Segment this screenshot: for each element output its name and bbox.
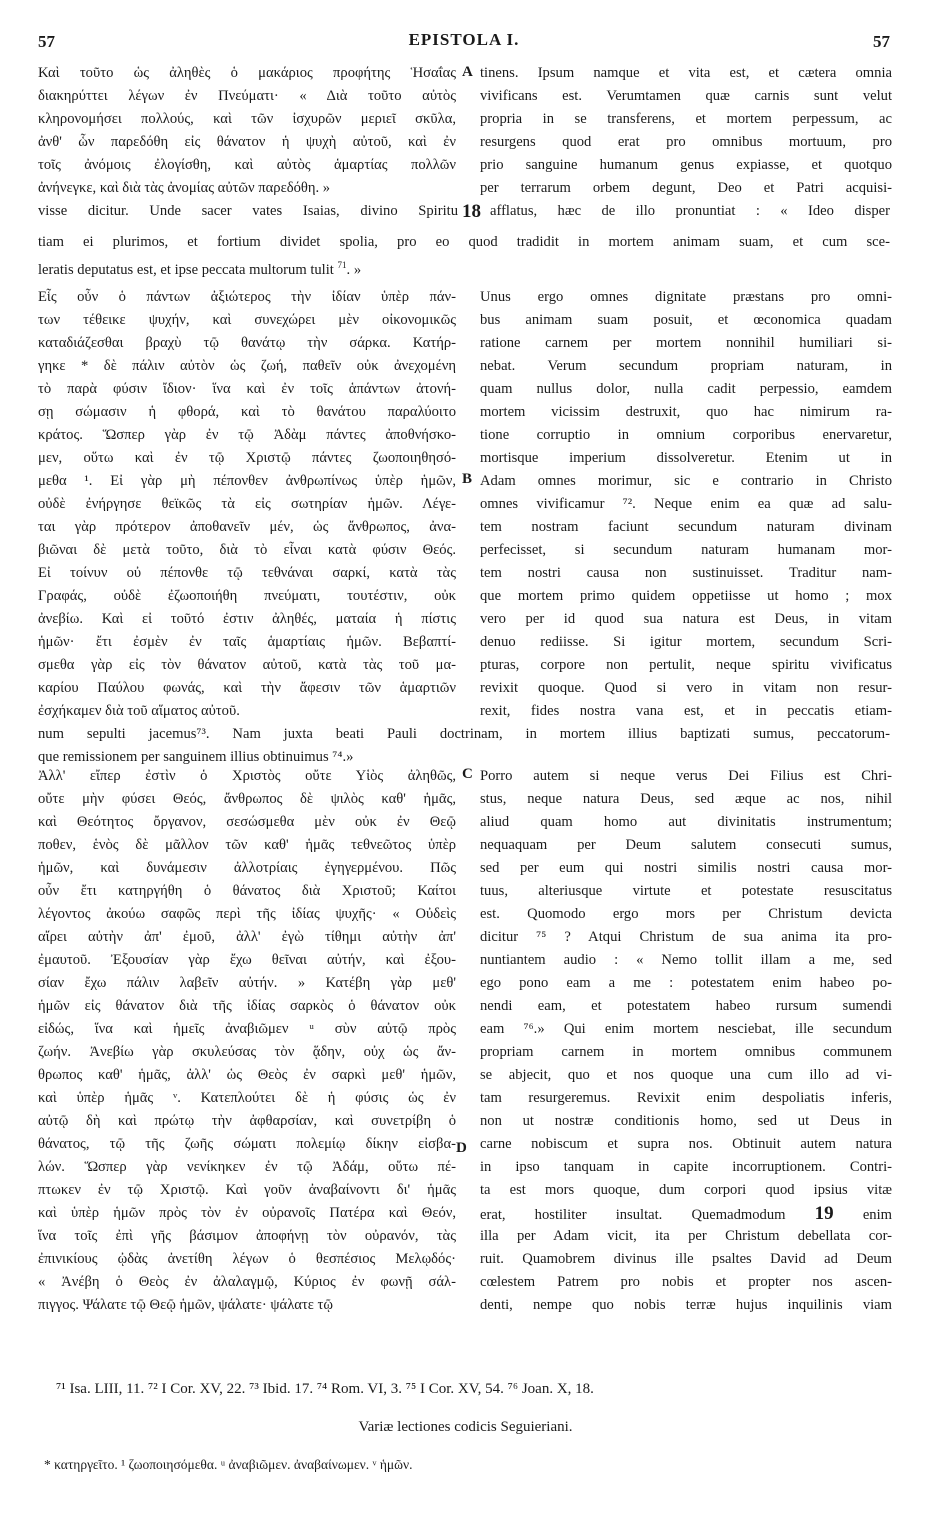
greek-line: οὔτε μὴν φύσει Θεός, ἄνθρωπος δὲ ψιλὸς καθ' ἡμᾶς, — [38, 791, 456, 807]
greek-line: Καὶ τοῦτο ὡς ἀληθὲς ὁ μακάριος προφήτης Ἡσαΐας — [38, 65, 456, 81]
latin-fullwidth-1 — [38, 200, 890, 277]
latin-line: per terrarum orbem degunt, Deo et Patri acquisi- — [480, 180, 892, 196]
greek-line: βιῶναι δὲ μετὰ τοῦτο, διὰ τὸ εἶναι κατὰ φύσιν Θεός. — [38, 542, 456, 558]
latin-line: ego pono eam a me : potestatem enim habeo po- — [480, 975, 892, 991]
variae-lectiones-heading: Variæ lectiones codicis Seguieriani. — [358, 1419, 573, 1435]
greek-line: λέγοντος ἀκούω σαφῶς περὶ τῆς ἰδίας ψυχῆς· « Οὐδεὶς — [38, 906, 456, 922]
greek-line: καταδιάζεσθαι βραχὺ τῷ θανάτῳ τὴν σάρκα. Κατήρ- — [38, 335, 456, 351]
greek-line: οὖν ἔτι κατηργήθη ὁ θάνατος διὰ Χριστοῦ; Καίτοι — [38, 883, 456, 899]
latin-line: aliud quam homo aut divinitatis instrumentum; — [480, 814, 892, 830]
margin-marker-a: A — [462, 64, 473, 80]
greek-line: Εἰ τοίνυν οὐ πέπονθε τῷ τεθνάναι σαρκί, κατὰ τὰς — [38, 565, 456, 581]
greek-line: καὶ ὑπὲρ ἡμᾶς ᵛ. Κατεπλούτει δὲ ἡ φύσις ὡς ἐν — [38, 1090, 456, 1106]
greek-line: γηκε * δὲ πάλιν αὐτὸν ὡς ζωή, παθεῖν οὐκ ἀνεχομένη — [38, 358, 456, 374]
greek-line: θρωπος καθ' ἡμᾶς, ἀλλ' ὡς Θεὸς ἐν σαρκὶ μεθ' ἡμῶν, — [38, 1067, 456, 1083]
greek-column-1 — [38, 62, 456, 200]
latin-line: illa per Adam vicit, ita per Christum debellata cor- — [480, 1228, 892, 1244]
column-number-18: 18 — [462, 201, 481, 222]
page-number-left: 57 — [38, 32, 55, 51]
greek-line: ἐσχήκαμεν διὰ τοῦ αἵματος αὐτοῦ. — [38, 703, 240, 719]
greek-line: κράτος. Ὥσπερ γὰρ ἐν τῷ Ἀδὰμ πάντες ἀποθνήσκο- — [38, 427, 456, 443]
greek-line: καὶ ὑπὲρ ἡμῶν πρὸς τὸν ἐν οὐρανοῖς Πατέρα καὶ Θεόν, — [38, 1205, 456, 1221]
full-line: afflatus, hæc de illo pronuntiat : « Ideo disper — [490, 203, 890, 219]
greek-line: πτωκεν ἐν τῷ Χριστῷ. Καὶ γοῦν ἀναβαίνοντι δι' ἡμᾶς — [38, 1182, 456, 1198]
latin-text: erat, hostiliter insultat. Quemadmodum — [480, 1207, 786, 1223]
latin-column-2 — [480, 286, 892, 723]
greek-line: οὐδὲ ἐνήργησε θεϊκῶς τὰ εἰς σωτηρίαν ἡμῶν. Λέγε- — [38, 496, 456, 512]
latin-line: perfecisset, si secundum naturam humanam mor- — [480, 542, 892, 558]
full-line: num sepulti jacemus⁷³. Nam juxta beati Pauli doctrinam, in mortem illius baptizati sumus, peccatorum- — [38, 726, 890, 742]
latin-line: revixit quoque. Quod si vero in vitam non resur- — [480, 680, 892, 696]
latin-line: denuo rediisse. Si igitur mortem, secundum Scri- — [480, 634, 892, 650]
latin-line: carne nobiscum et supra nos. Obtinuit autem natura — [480, 1136, 892, 1152]
greek-line: « Ἀνέβη ὁ Θεὸς ἐν ἀλαλαγμῷ, Κύριος ἐν φωνῇ σάλ- — [38, 1274, 456, 1290]
latin-line: propria in se transferens, et mortem perpessum, ac — [480, 111, 892, 127]
greek-line: ποθεν, ἑνὸς δὲ μᾶλλον τῶν καθ' ἡμᾶς τεθνεῶτος ὑπὲρ — [38, 837, 456, 853]
footnote-references: ⁷¹ Isa. LIII, 11. ⁷² I Cor. XV, 22. ⁷³ Ibid. 17. ⁷⁴ Rom. VI, 3. ⁷⁵ I Cor. XV, 54. ⁷⁶ Joan. X, 18. — [56, 1381, 594, 1397]
greek-line: ἡμῶν εἰς θάνατον διὰ τῆς ἰδίας σαρκὸς ὁ θάνατον οὐκ — [38, 998, 456, 1014]
greek-line: κληρονομήσει πολλούς, καὶ τῶν ἰσχυρῶν μεριεῖ σκῦλα, — [38, 111, 456, 127]
latin-line: mortisque imperium dissolveretur. Etenim ut in — [480, 450, 892, 466]
greek-line: αἴρει αὐτὴν ἀπ' ἐμοῦ, ἀλλ' ἐγὼ τίθημι αὐτὴν ἀπ' — [38, 929, 456, 945]
greek-line: σμεθα γὰρ εἰς τὸν θάνατον αὐτοῦ, κατὰ τὰς τοῦ μα- — [38, 657, 456, 673]
greek-line: ἡμῶν· ἔτι ἐσμὲν ἐν ταῖς ἁμαρτίαις ἡμῶν. Βεβαπτί- — [38, 634, 456, 650]
latin-line: Adam omnes morimur, sic e contrario in Christo — [480, 473, 892, 489]
latin-line: vero per id quod sua natura est Deus, in vitam — [480, 611, 892, 627]
greek-line: λών. Ὥσπερ γὰρ νενίκηκεν ἐν τῷ Ἀδάμ, οὕτω πέ- — [38, 1159, 456, 1175]
latin-line: prio sanguine humanum genus expiasse, et quotquo — [480, 157, 892, 173]
greek-line: μεν, οὕτω καὶ ἐν τῷ Χριστῷ πάντες ζωοποιηθησό- — [38, 450, 456, 466]
margin-marker-d: D — [456, 1140, 467, 1156]
latin-line: Unus ergo omnes dignitate præstans pro omni- — [480, 289, 892, 305]
latin-line: nebat. Verum secundum propriam naturam, in — [480, 358, 892, 374]
latin-line: tinens. Ipsum namque et vita est, et cætera omnia — [480, 65, 892, 81]
greek-line: διακηρύττει λέγων ἐν Πνεύματι· « Διὰ τοῦτο αὐτὸς — [38, 88, 456, 104]
latin-fullwidth-2 — [38, 723, 890, 769]
greek-line: εἰδώς, ἵνα καὶ ἡμεῖς ἀναβιῶμεν ᵘ σὺν αὐτῷ πρὸς — [38, 1021, 456, 1037]
greek-line: πιγγος. Ψάλατε τῷ Θεῷ ἡμῶν, ψάλατε· ψάλατε τῷ — [38, 1297, 334, 1313]
latin-line: omnes vivificamur ⁷². Neque enim ea quæ ad salu- — [480, 496, 892, 512]
greek-line: ται γὰρ πρότερον ἀποθανεῖν μέν, ὡς ἄνθρωπος, ἀνα- — [38, 519, 456, 535]
latin-line: in ipso tanquam in capite incorruptionem. Contri- — [480, 1159, 892, 1175]
full-line: que remissionem per sanguinem illius obtinuimus ⁷⁴.» — [38, 749, 354, 765]
greek-line: Εἷς οὖν ὁ πάντων ἀξιώτερος τὴν ἰδίαν ὑπὲρ πάν- — [38, 289, 456, 305]
latin-line: tam resurgeremus. Revixit enim despoliatis inferis, — [480, 1090, 892, 1106]
latin-line: nequaquam per Deum salutem consecuti sumus, — [480, 837, 892, 853]
variae-lectiones: * κατηργεῖτο. ¹ ζωοποιησόμεθα. ᵘ ἀναβιῶμεν. ἀναβαίνωμεν. ᵛ ἡμῶν. — [44, 1457, 413, 1472]
latin-line: vivificans est. Verumtamen quæ carnis sunt velut — [480, 88, 892, 104]
greek-line: ἵνα τοῖς ἐπὶ γῆς βάσιμον ἀποφήνῃ τὸν οὐρανόν, τὰς — [38, 1228, 456, 1244]
greek-line: τὸ παρὰ φύσιν ἴδιον· ἵνα καὶ ἐν τοῖς ἁπάντων ἀτονή- — [38, 381, 456, 397]
latin-line: se abjecit, quo et nos quoque una cum illo ad vi- — [480, 1067, 892, 1083]
page-title: EPISTOLA I. — [408, 30, 520, 49]
latin-line: est. Quomodo ergo mors per Christum devicta — [480, 906, 892, 922]
greek-line: σίαν ἔχω πάλιν λαβεῖν αὐτήν. » Κατέβη γὰρ μεθ' — [38, 975, 456, 991]
margin-marker-c: C — [462, 766, 473, 782]
greek-line: μεθα ¹. Εἰ γὰρ μὴ πέπονθεν ἀνθρωπίνως ὑπὲρ ἡμῶν, — [38, 473, 456, 489]
greek-line: ζωήν. Ἀνεβίω γὰρ σκυλεύσας τὸν ᾅδην, οὐχ ὡς ἄν- — [38, 1044, 456, 1060]
greek-line: ἀνήνεγκε, καὶ διὰ τὰς ἀνομίας αὐτῶν παρεδόθη. » — [38, 180, 331, 196]
latin-line: nendi eam, et potestatem habeo rursum sumendi — [480, 998, 892, 1014]
margin-marker-b: B — [462, 471, 473, 487]
greek-line: Γραφάς, οὐδὲ ἐζωοποιήθη πνεύματι, τουτέστιν, οὐκ — [38, 588, 456, 604]
greek-line: ἀνεβίω. Καὶ εἰ τοῦτό ἐστιν ἀληθές, ματαία ἡ πίστις — [38, 611, 456, 627]
latin-line: tuus, alteriusque virtute et potestate resuscitatus — [480, 883, 892, 899]
greek-line: σῃ σώμασιν ἡ φθορά, καὶ τὸ θανάτου παραλύοιτο — [38, 404, 456, 420]
latin-line: stus, neque natura Deus, sed æque ac nos, nihil — [480, 791, 892, 807]
greek-line: καὶ Θεότητος ὄργανον, σεσώσμεθα μὲν οὐκ ἐν Θεῷ — [38, 814, 456, 830]
latin-line: bus animam suam posuit, et œconomica quadam — [480, 312, 892, 328]
latin-line: Porro autem si neque verus Dei Filius est Chri- — [480, 768, 892, 784]
greek-line: των τέθεικε ψυχήν, καὶ συνεχώρει μὲν οἰκονομικῶς — [38, 312, 456, 328]
full-line: visse dicitur. Unde sacer vates Isaias, divino Spiritu — [38, 203, 458, 219]
latin-line: propriam carnem in mortem omnibus communem — [480, 1044, 892, 1060]
latin-line: quam nullus dolor, nulla cadit perpessio, eamdem — [480, 381, 892, 397]
latin-line: tem nostram faciunt secundum naturam divinam — [480, 519, 892, 535]
latin-line: ratione carnem per mortem nonnihil humiliari si- — [480, 335, 892, 351]
column-number-19: 19 — [814, 1203, 834, 1224]
page-number-right: 57 — [873, 32, 890, 51]
latin-line: nuntiantem audio : « Nemo tollit illam a me, sed — [480, 952, 892, 968]
latin-column-3 — [480, 765, 892, 1317]
latin-line: tione corruptio in omnium corporibus enervaretur, — [480, 427, 892, 443]
greek-line: ἀνθ' ὧν παρεδόθη εἰς θάνατον ἡ ψυχὴ αὐτοῦ, καὶ ἐν — [38, 134, 456, 150]
full-line: leratis deputatus est, et ipse peccata multorum tulit $^{71}$. » — [38, 260, 362, 277]
latin-line: dicitur ⁷⁵ ? Atqui Christum de sua anima ita pro- — [480, 929, 892, 945]
greek-column-3 — [38, 765, 456, 1317]
latin-line: sed per eum qui nostri similis nostri causa mor- — [480, 860, 892, 876]
latin-line: tem nostri causa non sustinuisset. Traditur nam- — [480, 565, 892, 581]
greek-line: θάνατος, τῷ τῆς ζωῆς σώματι πολεμίῳ δίκην εἰσβα- — [38, 1136, 456, 1152]
greek-line: ἐπινικίους ᾠδὰς ἀνετίθη λέγων ὁ θεσπέσιος Μελῳδός· — [38, 1251, 456, 1267]
latin-text: enim — [862, 1207, 892, 1223]
latin-line: ruit. Quamobrem divinus ille psaltes David ad Deum — [480, 1251, 892, 1267]
latin-line: denti, nempe quo nobis terræ hujus inquilinis viam — [480, 1297, 892, 1313]
latin-line: pturas, corpore non pertulit, neque spiritu vivificatus — [480, 657, 892, 673]
greek-line: ἡμῶν, καὶ δυνάμεσιν ἀλλοτρίαις ἐγηγερμένου. Πῶς — [38, 860, 456, 876]
latin-line: eam ⁷⁶.» Qui enim mortem nesciebat, ille secundum — [480, 1021, 892, 1037]
greek-column-2 — [38, 286, 456, 723]
greek-line: τοῖς ἀνόμοις ἐλογίσθη, καὶ αὐτὸς ἁμαρτίας πολλῶν — [38, 157, 456, 173]
latin-column-1 — [480, 62, 892, 200]
greek-line: καρίου Παύλου φωνάς, καὶ τὴν ἄφεσιν τῶν ἁμαρτιῶν — [38, 680, 456, 696]
latin-line: que mortem primo quidem oppetiisse ut homo ; mox — [480, 588, 892, 604]
greek-line: αὐτῷ δὴ καὶ πρώτῳ τὴν ἀφθαρσίαν, καὶ συνετρίβη ὁ — [38, 1113, 456, 1129]
full-line: tiam ei plurimos, et fortium dividet spolia, pro eo quod tradidit in mortem animam suam, et cum sce- — [38, 234, 890, 250]
running-head — [38, 30, 890, 54]
latin-line: non ut nostræ conditionis homo, sed ut Deus in — [480, 1113, 892, 1129]
latin-line: ta est mors quoque, dum corpori quod ipsius vitæ — [480, 1182, 892, 1198]
latin-line: rexit, fides nostra vana est, et in peccatis etiam- — [480, 703, 892, 719]
latin-line: mortem vicissim destruxit, quo hac nimirum ra- — [480, 404, 892, 420]
greek-line: ἐμαυτοῦ. Ἐξουσίαν γὰρ ἔχω θεῖναι αὐτήν, καὶ ἐξου- — [38, 952, 456, 968]
latin-line: resurgens quod erat pro omnibus mortuum, pro — [480, 134, 892, 150]
greek-line: Ἀλλ' εἴπερ ἐστὶν ὁ Χριστὸς οὔτε Υἱὸς ἀληθῶς, — [38, 768, 456, 784]
latin-line: cœlestem Patrem pro nobis et propter nos ascen- — [480, 1274, 892, 1290]
latin-line — [480, 1202, 892, 1225]
